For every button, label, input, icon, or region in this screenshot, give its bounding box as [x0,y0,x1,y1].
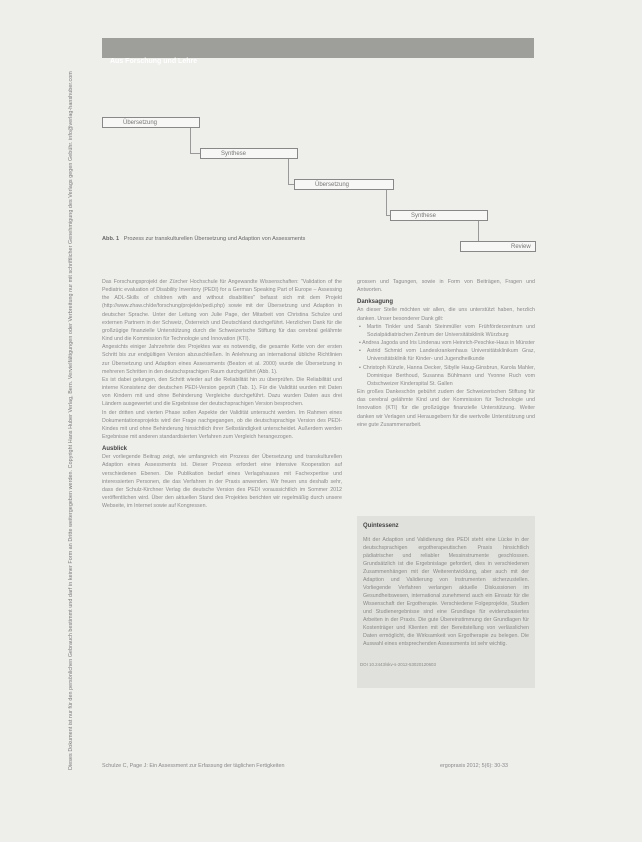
diagram-connector [478,221,479,241]
body-paragraph: In der dritten und vierten Phase sollen Aspekte der Validität untersucht werden. Im Rahmen eines Dokumentationsprojekts wird der Frage nachgegangen, ob die deutschsprachige Version des PEDI-Kindes mit und ohne Behinderung hinsichtlich ihrer Selbständigkeit unterscheidet. Außerdem werden Ergebnisse mit anderen standardisierten Verfahren zum Vergleich herangezogen. [102,409,342,440]
diagram-step-5: Review [460,241,536,252]
figure-caption-number: Abb. 1 [102,236,120,242]
bullet-text: Andrea Jagoda und Iris Lindenau vom Heinrich-Peschke-Haus in Münster [362,340,535,347]
body-paragraph: grossen und Tagungen, sowie in Form von Beiträgen, Fragen und Antworten. [357,279,535,294]
figure-caption-text: Prozess zur transkulturellen Übersetzung und Adaption von Assessments [123,236,306,242]
quintessence-text: Mit der Adaption und Validierung des PEDI steht eine Lücke in der deutschsprachigen ergotherapeutischen Praxis hinsichtlich pädiatrischer und reliabler Messinstrumente geschlossen. Grundsätzlich ist die Ergebnislage gefordert, dies in verschiedenen Zusammenhängen mit der Weiterentwicklung, aber auch mit der Adaption und Validierung von Instrumenten sicherzustellen. Vorliegende Verfahren verlangen aktuelle Diskussionen im Gesundheitswesen, international zunehmend auch ein Einsatz für die Wissenschaft der Ergotherapie. Verschiedene Folgeprojekte, Studien und Studienergebnisse sind eine Grundlage für evidenzbasiertes Arbeiten in der Praxis. Die gute Übereinstimmung der Grundlagen für Kostenträger und Klienten mit der Bereitstellung von verlässlichen Daten ermöglicht, die Wirksamkeit von Ergotherapie zu belegen. Die Auswahl eines entsprechenden Assessments ist sehr wichtig. [363,537,529,647]
sidebar-copyright [66,71,78,780]
danksagung-text: An dieser Stelle möchten wir allen, die uns unterstützt haben, herzlich danken. Unser besonderer Dank gilt: [357,307,535,322]
bullet-text: Astrid Schmid vom Landeskrankenhaus Universitätsklinikum Graz, Universitätsklinik für Kinder- und Jugendheilkunde [366,348,535,363]
body-paragraph: Angesichts einiger Jahrzehnte des Projektes war es notwendig, die gesamte Kette von der ersten Schritt bis zur endgültigen Version abzuschließen. In Anlehnung an international übliche Richtlinien zur Übersetzung und Adaption eines Assessments (Beaton et al. 2000) wurde die Übersetzung in mehreren Schritten in den deutschsprachigen Raum durchgeführt (Abb. 1). [102,344,342,375]
danksagung-bullet: ▪ Christoph Künzle, Hanna Decker, Sibylle Haug-Ginsbrun, Karola Mahler, Dominique Berthoud, Susanna Bühlmann und Yvonne Ruch vom Ostschweizer Kinderspital St. Gallen [359,364,535,387]
diagram-step-1: Übersetzung [102,117,200,128]
danksagung-bullet: ▪ Martin Tinkler und Sarah Steinmüller vom Frühförderzentrum und Sozialpädiatrischen Zentrum der Universitätsklinik Würzburg [359,323,535,338]
section-banner-title: Aus Forschung und Lehre [110,58,198,65]
bullet-text: Christoph Künzle, Hanna Decker, Sibylle Haug-Ginsbrun, Karola Mahler, Dominique Berthoud, Susanna Bühlmann und Yvonne Ruch vom Ostschweizer Kinderspital St. Gallen [362,364,535,387]
sidebar-copyright-text: Dieses Dokument ist nur für den persönlichen Gebrauch bestimmt und darf in keiner Form an Dritte weitergegeben werden. Copyright Hans Huber Verlag, Bern. Vervielfältigungen oder Verbreitung nur mit schriftlicher Genehmigung des Verlags gegen Gebühr. info@verlag-hanshuber.com [68,71,74,770]
body-paragraph: Es ist dabei gelungen, den Schritt wieder auf die Reliabilität hin zu überprüfen. Die Reliabilität und interne Konsistenz der deutschen PEDI-Version geprüft (Tab. 1). Für die Validität wurden mit Daten von Kindern mit und ohne Behinderung Vergleiche durchgeführt. Dazu wurden Daten aus drei Ländern ausgewertet und die Ergebnisse der deutschsprachigen Version besprochen. [102,376,342,408]
left-column [102,278,342,510]
body-paragraph: Das Forschungsprojekt der Zürcher Hochschule für Angewandte Wissenschaften: "Validation of the Pediatric evaluation of Disability Inventory (PEDI) for a German Speaking Part of Europe – Assessing the ADL-Skills of children with and without disabilities" befasst sich mit dem Projekt (http://www.zhaw.ch/de/forschung/projekte/pedi.php) sowie mit der Übersetzung und Adaption in deutscher Sprache. Unter der Leitung von Julie Page, der Mitarbeit von Christina Schulze und externen Partnern in der Schweiz, Österreich und Deutschland durchgeführt. Herzlichen Dank für die großzügige finanzielle Unterstützung durch die Schweizerische Stiftung für das cerebral gelähmte Kind und die Kommission für Technologie und Innovation (KTI). [102,279,342,343]
danksagung-bullet: ▪ Astrid Schmid vom Landeskrankenhaus Universitätsklinikum Graz, Universitätsklinik für Kinder- und Jugendheilkunde [359,348,535,363]
diagram-connector [190,153,200,154]
diagram-connector [288,159,289,184]
diagram-connector [386,190,387,215]
footer-journal: ergopraxis 2012; 5(6): 30-33 [440,763,509,769]
doi-reference: DOI 10.2443/skv-s-2012-53020120603 [360,662,436,667]
bullet-text: Martin Tinkler und Sarah Steinmüller vom Frühförderzentrum und Sozialpädiatrischen Zentrum der Universitätsklinik Würzburg [366,323,535,338]
diagram-step-2: Synthese [200,148,298,159]
danksagung-text-2: Ein großes Dankeschön gebührt zudem der Schweizerischen Stiftung für das cerebral gelähmte Kind und der Kommission für Technologie und Innovation (KTI) für die großzügige finanzielle Unterstützung. Weiter danken wir Verlagen und Herausgebern für die wertvolle Unterstützung und eine gute Zusammenarbeit. [357,389,535,428]
danksagung-bullet: ▪ Andrea Jagoda und Iris Lindenau vom Heinrich-Peschke-Haus in Münster [359,340,535,347]
section-banner [102,38,534,65]
ausblick-heading: Ausblick [102,446,128,453]
diagram-step-3: Übersetzung [294,179,394,190]
diagram-connector [190,128,191,153]
footer-citation: Schulze C, Page J: Ein Assessment zur Erfassung der täglichen Fertigkeiten [102,763,285,769]
ausblick-text: Der vorliegende Beitrag zeigt, wie umfangreich ein Prozess der Übersetzung und transkulturellen Adaption eines Assessments ist. Dieser Prozess erfordert eine intensive Kooperation auf verschiedenen Ebenen. Die Publikation bedarf eines Verlagshauses mit Fachexpertise und interessierten Personen, die das Verfahren in der Praxis anwenden. Wir freuen uns deshalb sehr, dass der Schulz-Kirchner Verlag die deutsche Version des PEDI voraussichtlich im Sommer 2012 veröffentlichen wird. Über den aktuellen Stand des Projektes berichten wir regelmäßig durch unsere Webseite, im Internet sowie auf Kongressen. [102,454,342,510]
diagram-step-4: Synthese [390,210,488,221]
quintessence-heading: Quintessenz [363,523,399,529]
danksagung-heading: Danksagung [357,299,394,306]
figure-caption [102,235,332,243]
right-column [357,278,535,429]
